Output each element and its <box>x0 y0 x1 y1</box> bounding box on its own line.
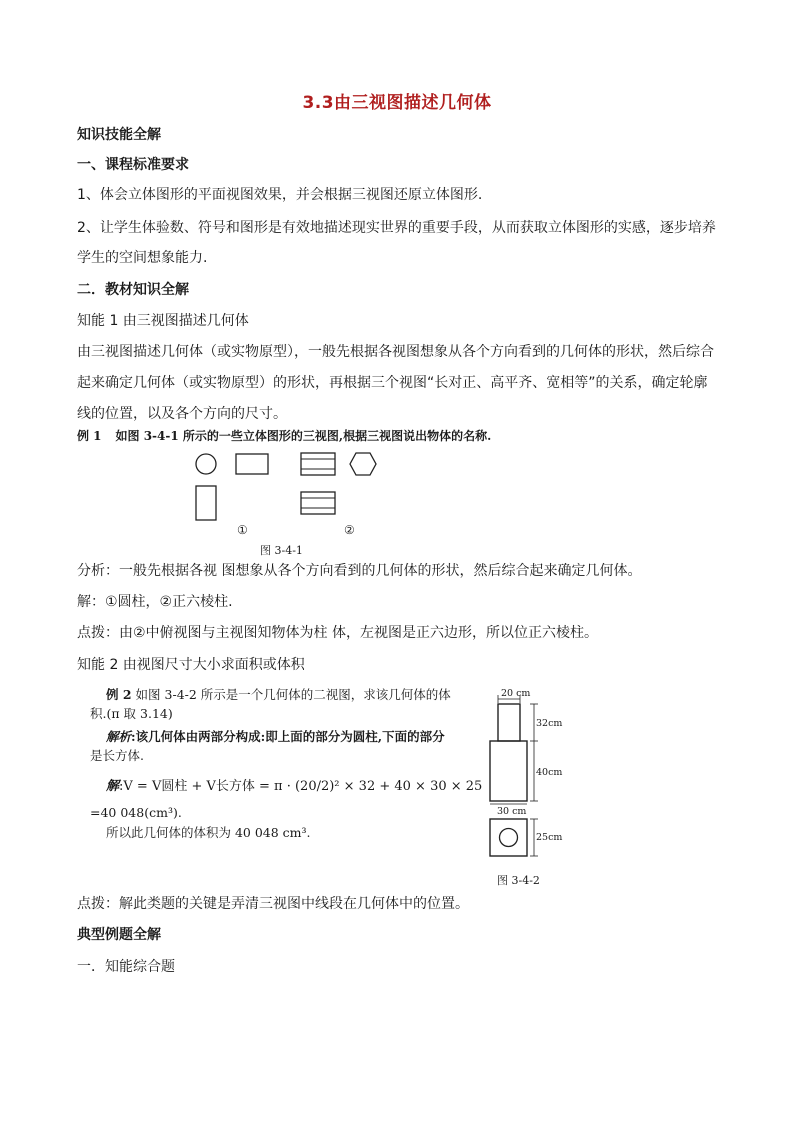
dim-20cm: 20 cm <box>501 688 531 699</box>
requirement-2-line-1: 2、让学生体验数、符号和图形是有效地描述现实世界的重要手段，从而获取立体图形的实感，逐步培养 <box>77 220 716 236</box>
example-2-label: 例 2 <box>106 687 132 702</box>
answer-text: 解：①圆柱，②正六棱柱. <box>77 594 233 610</box>
knowledge-1-paragraph-line-1: 由三视图描述几何体（或实物原型），一般先根据各视图想象从各个方向看到的几何体的形状，然后综合 <box>77 344 714 360</box>
view-prism-front <box>301 453 335 475</box>
dim-40cm: 40cm <box>536 767 563 778</box>
example-1-label: 例 1 <box>77 429 102 443</box>
box-front-view <box>490 741 527 801</box>
example-2-text: 如图 3-4-2 所示是一个几何体的二视图，求该几何体的体 <box>135 687 451 702</box>
example-2-analysis-text: :该几何体由两部分构成:即上面的部分为圆柱,下面的部分 <box>131 729 445 744</box>
dim-32cm: 32cm <box>536 718 563 729</box>
example-2-analysis-line-1 <box>106 728 445 746</box>
example-2-analysis-label: 解析 <box>106 729 132 744</box>
subheading-textbook: 二．教材知识全解 <box>77 282 189 298</box>
example-2-solution-result: =40 048(cm³). <box>90 805 182 820</box>
cylinder-top-view <box>500 829 518 847</box>
dim-25cm: 25cm <box>536 832 563 843</box>
figure-1-mark-2: ② <box>344 523 355 537</box>
view-prism-top <box>301 492 335 514</box>
figure-2-caption: 图 3-4-2 <box>497 874 540 887</box>
example-2-solution-label: 解 <box>106 779 120 794</box>
view-rect-top <box>196 486 216 520</box>
view-rect-front <box>236 454 268 474</box>
cylinder-front-view <box>498 704 520 741</box>
requirement-1: 1、体会立体图形的平面视图效果，并会根据三视图还原立体图形. <box>77 187 483 203</box>
example-2-analysis-line-2: 是长方体. <box>90 748 144 763</box>
view-hexagon <box>350 453 376 475</box>
requirement-2-line-2: 学生的空间想象能力. <box>77 250 208 266</box>
dim-30cm: 30 cm <box>497 806 527 817</box>
box-top-view <box>490 819 527 856</box>
example-2-line-2: 积.(π 取 3.14) <box>90 706 173 721</box>
figure-1-caption: 图 3-4-1 <box>260 544 303 557</box>
subheading-comprehensive: 一．知能综合题 <box>77 959 175 975</box>
knowledge-1-paragraph-line-2: 起来确定几何体（或实物原型）的形状，再根据三个视图“长对正、高平齐、宽相等”的关系，确定轮廓 <box>77 375 708 391</box>
tip-2-text: 点拨：解此类题的关键是弄清三视图中线段在几何体中的位置。 <box>77 896 469 912</box>
figure-1-mark-1: ① <box>237 523 248 537</box>
example-1-text: 如图 3-4-1 所示的一些立体图形的三视图,根据三视图说出物体的名称. <box>115 429 492 443</box>
knowledge-1-title: 知能 1 由三视图描述几何体 <box>77 313 249 329</box>
example-2-line-1 <box>106 686 451 704</box>
section-heading-knowledge: 知识技能全解 <box>77 127 161 143</box>
example-2-conclusion: 所以此几何体的体积为 40 048 cm³. <box>106 825 311 840</box>
example-2-solution-equation <box>106 778 482 796</box>
example-2-solution-formula: :V = V圆柱 + V长方体 = π · (20/2)² × 32 + 40 × 30 × 25 <box>119 779 483 794</box>
knowledge-1-paragraph-line-3: 线的位置，以及各个方向的尺寸。 <box>77 406 287 422</box>
section-heading-examples: 典型例题全解 <box>77 927 161 943</box>
analysis-text: 分析：一般先根据各视 图想象从各个方向看到的几何体的形状，然后综合起来确定几何体。 <box>77 563 642 579</box>
knowledge-2-title: 知能 2 由视图尺寸大小求面积或体积 <box>77 657 305 673</box>
subheading-standards: 一、课程标准要求 <box>77 157 189 173</box>
example-1-prompt <box>77 427 491 444</box>
view-circle <box>196 454 216 474</box>
tip-1-text: 点拨：由②中俯视图与主视图知物体为柱 体，左视图是正六边形，所以位正六棱柱。 <box>77 625 598 641</box>
page-title: 3.3由三视图描述几何体 <box>302 93 492 113</box>
